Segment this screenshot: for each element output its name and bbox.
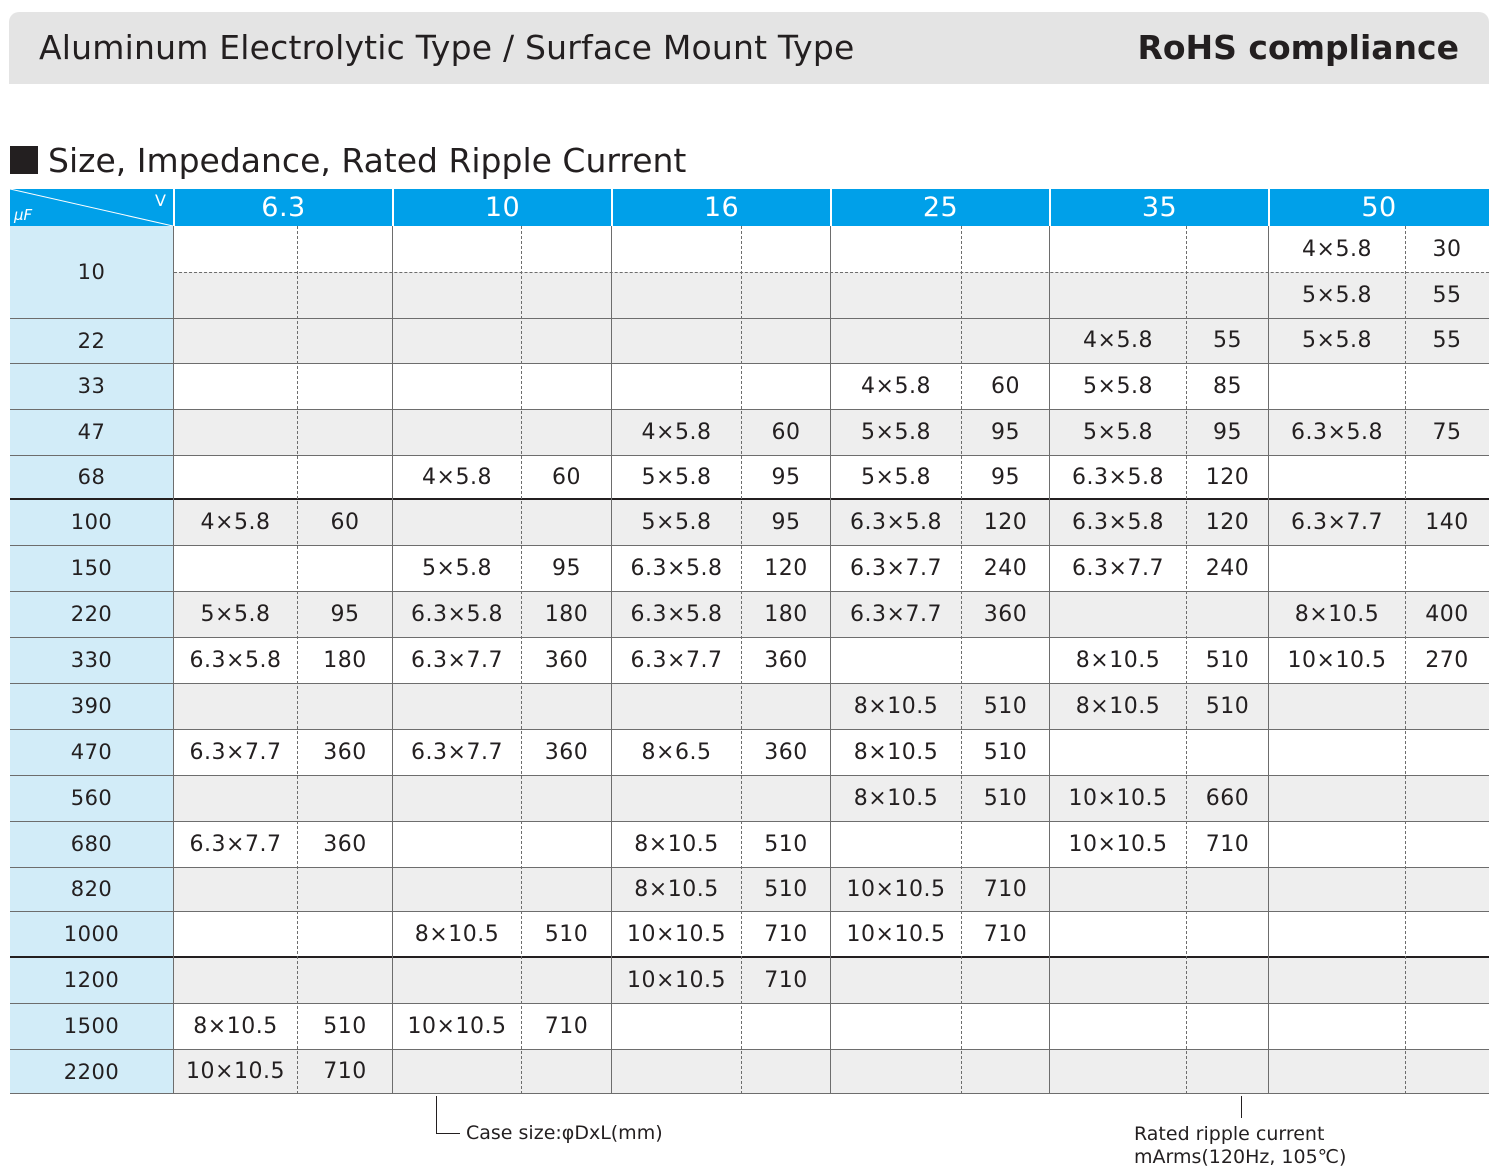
ripple-leader-vertical bbox=[1241, 1096, 1242, 1118]
case-size-cell bbox=[174, 957, 297, 1003]
ripple-current-cell: 710 bbox=[983, 921, 1028, 947]
case-size-cell: 8×10.5 bbox=[1075, 693, 1161, 719]
capacitance-column-divider bbox=[173, 226, 174, 1094]
column-dashed-divider bbox=[297, 226, 298, 1094]
case-size-cell: 6.3×5.8 bbox=[1072, 509, 1164, 535]
case-size-cell bbox=[393, 318, 521, 363]
case-size-cell bbox=[174, 911, 297, 957]
ripple-current-cell bbox=[961, 272, 1050, 318]
case-size-cell: 5×5.8 bbox=[1083, 419, 1153, 445]
ripple-current-cell: 510 bbox=[1205, 647, 1250, 673]
ripple-current-cell bbox=[521, 821, 612, 867]
ripple-current-cell: 240 bbox=[983, 555, 1028, 581]
ripple-note-line1: Rated ripple current bbox=[1134, 1123, 1325, 1145]
ripple-current-cell: 95 bbox=[991, 464, 1020, 490]
capacitance-value: 1200 bbox=[63, 968, 120, 992]
ripple-current-cell bbox=[521, 318, 612, 363]
rohs-label: RoHS compliance bbox=[1137, 28, 1459, 67]
ripple-current-cell: 95 bbox=[1213, 419, 1242, 445]
case-size-cell bbox=[1050, 729, 1186, 775]
case-size-cell: 6.3×5.8 bbox=[850, 509, 942, 535]
ripple-current-cell bbox=[741, 363, 831, 409]
ripple-current-cell bbox=[297, 957, 393, 1003]
case-size-cell: 8×10.5 bbox=[1075, 647, 1161, 673]
header-separator bbox=[830, 189, 832, 226]
voltage-header-4: 35 bbox=[1141, 192, 1178, 223]
case-size-cell bbox=[393, 775, 521, 821]
case-size-cell bbox=[1269, 957, 1405, 1003]
case-size-cell bbox=[612, 1049, 741, 1094]
column-divider bbox=[611, 226, 612, 1094]
case-size-cell bbox=[612, 226, 741, 272]
ripple-current-cell: 120 bbox=[1205, 464, 1250, 490]
case-size-leader-horizontal bbox=[436, 1133, 460, 1134]
case-size-cell bbox=[1269, 683, 1405, 729]
ripple-current-cell bbox=[1405, 775, 1489, 821]
case-size-cell bbox=[1269, 363, 1405, 409]
case-size-cell bbox=[831, 957, 961, 1003]
ripple-current-cell bbox=[961, 637, 1050, 683]
case-size-cell bbox=[1269, 545, 1405, 591]
case-size-cell: 4×5.8 bbox=[422, 464, 492, 490]
ripple-current-cell: 360 bbox=[323, 739, 367, 765]
column-dashed-divider bbox=[961, 226, 962, 1094]
case-size-cell bbox=[393, 821, 521, 867]
ripple-current-cell: 710 bbox=[1205, 831, 1250, 857]
case-size-cell bbox=[393, 272, 521, 318]
ripple-current-cell: 95 bbox=[991, 419, 1020, 445]
case-size-cell: 6.3×5.8 bbox=[411, 601, 503, 627]
case-size-cell: 8×10.5 bbox=[634, 876, 719, 902]
case-size-cell bbox=[1269, 455, 1405, 499]
ripple-current-cell: 55 bbox=[1432, 282, 1462, 308]
case-size-cell bbox=[1050, 1049, 1186, 1094]
ripple-current-cell bbox=[741, 683, 831, 729]
case-size-cell: 6.3×7.7 bbox=[630, 647, 723, 673]
capacitance-value: 470 bbox=[70, 740, 113, 764]
ripple-current-cell: 95 bbox=[771, 464, 801, 490]
ripple-current-cell: 510 bbox=[323, 1013, 367, 1039]
ripple-current-cell: 510 bbox=[544, 921, 589, 947]
capacitance-value: 22 bbox=[77, 328, 106, 353]
ripple-current-cell bbox=[1186, 867, 1269, 911]
case-size-cell: 10×10.5 bbox=[627, 967, 726, 993]
column-dashed-divider bbox=[521, 226, 522, 1094]
case-size-cell: 8×6.5 bbox=[641, 739, 712, 765]
ripple-current-cell: 360 bbox=[544, 647, 589, 673]
ripple-current-cell: 710 bbox=[983, 876, 1028, 902]
ripple-current-cell: 180 bbox=[764, 601, 808, 627]
ripple-current-cell bbox=[297, 363, 393, 409]
case-size-cell bbox=[174, 867, 297, 911]
case-size-cell: 6.3×7.7 bbox=[189, 739, 282, 765]
ripple-current-cell: 360 bbox=[764, 739, 808, 765]
ripple-current-cell: 710 bbox=[544, 1013, 589, 1039]
case-size-cell bbox=[1050, 1003, 1186, 1049]
case-size-cell bbox=[1050, 911, 1186, 957]
case-size-cell bbox=[174, 409, 297, 455]
case-size-cell bbox=[612, 683, 741, 729]
ripple-current-cell: 710 bbox=[323, 1059, 367, 1084]
case-size-cell bbox=[174, 775, 297, 821]
case-size-cell: 6.3×7.7 bbox=[850, 555, 942, 581]
header-separator bbox=[611, 189, 613, 226]
ripple-current-cell bbox=[1405, 1049, 1489, 1094]
case-size-cell: 4×5.8 bbox=[1302, 236, 1372, 262]
ripple-current-cell: 510 bbox=[764, 831, 808, 857]
case-size-cell: 4×5.8 bbox=[1083, 328, 1153, 353]
ripple-current-cell: 180 bbox=[544, 601, 589, 627]
capacitance-value: 100 bbox=[70, 510, 113, 534]
ripple-current-cell bbox=[297, 226, 393, 272]
ripple-current-cell bbox=[521, 272, 612, 318]
ripple-current-cell: 510 bbox=[764, 876, 808, 902]
capacitance-value: 47 bbox=[77, 420, 106, 444]
ripple-current-cell bbox=[297, 455, 393, 499]
ripple-current-cell bbox=[1186, 729, 1269, 775]
ripple-current-cell: 60 bbox=[552, 464, 581, 490]
ripple-current-cell: 120 bbox=[983, 509, 1028, 535]
case-size-cell: 6.3×5.8 bbox=[1072, 464, 1164, 490]
ripple-current-cell bbox=[297, 318, 393, 363]
capacitance-value: 33 bbox=[77, 374, 106, 398]
ripple-current-cell bbox=[1405, 455, 1489, 499]
ripple-current-cell: 710 bbox=[764, 921, 808, 947]
ripple-current-cell: 95 bbox=[330, 601, 360, 627]
case-size-cell bbox=[1050, 957, 1186, 1003]
ripple-current-cell: 240 bbox=[1205, 555, 1250, 581]
ripple-current-cell bbox=[741, 1049, 831, 1094]
ripple-current-cell bbox=[961, 1003, 1050, 1049]
case-size-cell bbox=[1269, 775, 1405, 821]
ripple-current-cell: 400 bbox=[1425, 601, 1469, 627]
ripple-current-cell bbox=[1186, 1049, 1269, 1094]
column-dashed-divider bbox=[741, 226, 742, 1094]
case-size-cell bbox=[1050, 867, 1186, 911]
ripple-current-cell: 95 bbox=[552, 555, 581, 581]
column-divider bbox=[392, 226, 393, 1094]
ripple-current-cell bbox=[297, 683, 393, 729]
capacitance-value: 1000 bbox=[63, 922, 120, 946]
capacitance-value: 1500 bbox=[63, 1014, 120, 1038]
case-size-cell: 6.3×7.7 bbox=[850, 601, 942, 627]
ripple-current-cell: 60 bbox=[330, 509, 360, 535]
ripple-current-cell: 180 bbox=[323, 647, 367, 673]
ripple-current-cell bbox=[521, 499, 612, 545]
case-size-cell bbox=[831, 637, 961, 683]
column-dashed-divider bbox=[1405, 226, 1406, 1094]
case-size-cell: 6.3×7.7 bbox=[1072, 555, 1164, 581]
ripple-current-cell bbox=[961, 821, 1050, 867]
case-size-cell bbox=[1050, 591, 1186, 637]
case-size-cell bbox=[1269, 1003, 1405, 1049]
case-size-cell: 4×5.8 bbox=[200, 509, 271, 535]
case-size-cell: 10×10.5 bbox=[846, 876, 946, 902]
capacitance-value: 390 bbox=[70, 694, 113, 718]
ripple-current-cell: 710 bbox=[764, 967, 808, 993]
header-separator bbox=[392, 189, 394, 226]
case-size-cell: 4×5.8 bbox=[641, 419, 712, 445]
ripple-current-cell: 510 bbox=[983, 693, 1028, 719]
case-size-cell: 5×5.8 bbox=[200, 601, 271, 627]
case-size-cell: 10×10.5 bbox=[1068, 831, 1168, 857]
case-size-cell: 6.3×7.7 bbox=[1291, 509, 1383, 535]
case-size-cell bbox=[393, 957, 521, 1003]
ripple-current-cell bbox=[741, 318, 831, 363]
case-size-cell bbox=[831, 1049, 961, 1094]
case-size-cell bbox=[1269, 867, 1405, 911]
ripple-current-cell bbox=[1405, 363, 1489, 409]
case-size-cell: 8×10.5 bbox=[414, 921, 500, 947]
ripple-current-cell bbox=[521, 1049, 612, 1094]
case-size-note: Case size:φDxL(mm) bbox=[466, 1122, 663, 1144]
ripple-current-cell bbox=[521, 683, 612, 729]
case-size-cell bbox=[174, 545, 297, 591]
case-size-cell: 8×10.5 bbox=[1294, 601, 1380, 627]
ripple-current-cell: 360 bbox=[983, 601, 1028, 627]
capacitance-value: 820 bbox=[70, 877, 113, 901]
case-size-cell bbox=[831, 1003, 961, 1049]
ripple-current-cell bbox=[297, 867, 393, 911]
column-divider bbox=[1049, 226, 1050, 1094]
row-dashed-divider bbox=[174, 272, 1489, 273]
ripple-current-cell: 360 bbox=[323, 831, 367, 857]
case-size-cell bbox=[393, 363, 521, 409]
case-size-cell: 10×10.5 bbox=[627, 921, 726, 947]
ripple-current-cell: 510 bbox=[983, 739, 1028, 765]
ripple-current-cell bbox=[1405, 957, 1489, 1003]
case-size-cell bbox=[174, 318, 297, 363]
corner-v-label: V bbox=[155, 191, 166, 210]
voltage-header-0: 6.3 bbox=[261, 192, 306, 223]
ripple-current-cell bbox=[297, 272, 393, 318]
case-size-cell: 8×10.5 bbox=[853, 785, 939, 811]
case-size-cell: 5×5.8 bbox=[1083, 373, 1153, 399]
ripple-current-cell: 270 bbox=[1425, 647, 1469, 673]
section-title-text: Size, Impedance, Rated Ripple Current bbox=[48, 140, 687, 180]
case-size-cell bbox=[831, 272, 961, 318]
case-size-cell bbox=[393, 499, 521, 545]
case-size-cell: 5×5.8 bbox=[422, 555, 492, 581]
ripple-current-cell bbox=[741, 775, 831, 821]
ripple-current-cell: 510 bbox=[983, 785, 1028, 811]
column-divider bbox=[830, 226, 831, 1094]
case-size-cell bbox=[174, 683, 297, 729]
case-size-cell: 8×10.5 bbox=[853, 693, 939, 719]
case-size-cell bbox=[612, 363, 741, 409]
capacitance-value: 10 bbox=[77, 260, 106, 284]
ripple-current-cell bbox=[521, 409, 612, 455]
case-size-cell: 6.3×5.8 bbox=[630, 555, 723, 581]
capacitance-value: 2200 bbox=[63, 1059, 120, 1084]
case-size-cell: 8×10.5 bbox=[193, 1013, 278, 1039]
case-size-cell: 6.3×7.7 bbox=[411, 647, 503, 673]
corner-cell bbox=[10, 189, 173, 226]
case-size-cell bbox=[1269, 821, 1405, 867]
ripple-current-cell bbox=[741, 1003, 831, 1049]
case-size-cell bbox=[174, 226, 297, 272]
ripple-current-cell: 120 bbox=[1205, 509, 1250, 535]
ripple-current-cell: 120 bbox=[764, 555, 808, 581]
case-size-cell: 5×5.8 bbox=[1302, 282, 1372, 308]
case-size-cell bbox=[1050, 272, 1186, 318]
case-size-cell: 5×5.8 bbox=[861, 419, 931, 445]
case-size-cell: 10×10.5 bbox=[1068, 785, 1168, 811]
ripple-current-cell: 140 bbox=[1425, 509, 1469, 535]
ripple-current-cell bbox=[1405, 683, 1489, 729]
ripple-current-cell bbox=[1186, 591, 1269, 637]
ripple-current-cell bbox=[1405, 545, 1489, 591]
case-size-cell: 5×5.8 bbox=[641, 464, 712, 490]
case-size-cell bbox=[612, 318, 741, 363]
case-size-cell bbox=[1269, 1049, 1405, 1094]
ripple-current-cell bbox=[1405, 911, 1489, 957]
case-size-cell bbox=[1269, 911, 1405, 957]
case-size-cell: 6.3×5.8 bbox=[630, 601, 723, 627]
capacitance-value: 220 bbox=[70, 602, 113, 626]
ripple-current-cell bbox=[961, 957, 1050, 1003]
ripple-current-cell bbox=[297, 775, 393, 821]
ripple-current-cell: 55 bbox=[1432, 328, 1462, 353]
capacitance-value: 330 bbox=[70, 648, 113, 672]
case-size-cell bbox=[393, 1049, 521, 1094]
case-size-cell bbox=[393, 226, 521, 272]
case-size-cell bbox=[393, 409, 521, 455]
case-size-cell bbox=[174, 455, 297, 499]
ripple-current-cell bbox=[741, 272, 831, 318]
ripple-current-cell: 360 bbox=[544, 739, 589, 765]
header-separator bbox=[173, 189, 175, 226]
ripple-current-cell bbox=[1186, 911, 1269, 957]
ripple-current-cell bbox=[297, 545, 393, 591]
capacitance-value: 560 bbox=[70, 786, 113, 810]
page-title: Aluminum Electrolytic Type / Surface Mount Type bbox=[39, 28, 855, 67]
case-size-cell: 10×10.5 bbox=[1287, 647, 1387, 673]
voltage-header-2: 16 bbox=[703, 192, 740, 223]
column-divider bbox=[1268, 226, 1269, 1094]
case-size-cell bbox=[612, 1003, 741, 1049]
ripple-note-line2: mArms(120Hz, 105℃) bbox=[1134, 1146, 1347, 1168]
corner-uf-label: μF bbox=[14, 206, 33, 224]
case-size-cell bbox=[1050, 226, 1186, 272]
ripple-current-cell bbox=[1405, 1003, 1489, 1049]
ripple-current-cell: 75 bbox=[1432, 419, 1462, 445]
case-size-cell: 6.3×7.7 bbox=[189, 831, 282, 857]
ripple-current-cell: 60 bbox=[771, 419, 801, 445]
ripple-current-cell bbox=[521, 775, 612, 821]
voltage-header-5: 50 bbox=[1361, 192, 1397, 223]
voltage-header-3: 25 bbox=[922, 192, 959, 223]
column-dashed-divider bbox=[1186, 226, 1187, 1094]
case-size-cell bbox=[831, 226, 961, 272]
case-size-cell: 5×5.8 bbox=[1302, 328, 1372, 353]
ripple-current-cell bbox=[521, 957, 612, 1003]
case-size-cell bbox=[393, 867, 521, 911]
case-size-cell: 8×10.5 bbox=[634, 831, 719, 857]
case-size-cell: 5×5.8 bbox=[861, 464, 931, 490]
ripple-current-cell bbox=[1186, 1003, 1269, 1049]
ripple-current-cell bbox=[961, 318, 1050, 363]
ripple-current-cell bbox=[1405, 821, 1489, 867]
case-size-cell: 6.3×5.8 bbox=[1291, 419, 1383, 445]
ripple-current-cell: 85 bbox=[1213, 373, 1242, 399]
case-size-cell bbox=[612, 272, 741, 318]
case-size-cell: 6.3×7.7 bbox=[411, 739, 503, 765]
case-size-cell: 8×10.5 bbox=[853, 739, 939, 765]
ripple-current-cell bbox=[521, 867, 612, 911]
ripple-current-cell bbox=[1186, 226, 1269, 272]
ripple-current-cell: 360 bbox=[764, 647, 808, 673]
ripple-current-cell: 30 bbox=[1432, 236, 1462, 262]
ripple-current-cell bbox=[297, 409, 393, 455]
case-size-leader-vertical bbox=[436, 1096, 437, 1134]
case-size-cell bbox=[612, 775, 741, 821]
ripple-current-cell: 660 bbox=[1205, 785, 1250, 811]
ripple-current-cell bbox=[297, 911, 393, 957]
ripple-current-cell bbox=[1405, 729, 1489, 775]
ripple-current-cell bbox=[1405, 867, 1489, 911]
case-size-cell: 6.3×5.8 bbox=[189, 647, 282, 673]
ripple-current-cell bbox=[961, 226, 1050, 272]
case-size-cell: 10×10.5 bbox=[407, 1013, 507, 1039]
case-size-cell bbox=[1269, 729, 1405, 775]
case-size-cell bbox=[831, 821, 961, 867]
ripple-current-cell bbox=[1186, 957, 1269, 1003]
ripple-current-cell bbox=[741, 226, 831, 272]
ripple-current-cell: 55 bbox=[1213, 328, 1242, 353]
case-size-cell bbox=[831, 318, 961, 363]
ripple-current-cell bbox=[961, 1049, 1050, 1094]
capacitance-value: 150 bbox=[70, 556, 113, 580]
voltage-header-1: 10 bbox=[484, 192, 521, 223]
case-size-cell: 5×5.8 bbox=[641, 509, 712, 535]
header-separator bbox=[1268, 189, 1270, 226]
ripple-current-cell bbox=[521, 226, 612, 272]
case-size-cell bbox=[393, 683, 521, 729]
ripple-current-cell: 60 bbox=[991, 373, 1020, 399]
ripple-current-cell bbox=[1186, 272, 1269, 318]
capacitance-value: 680 bbox=[70, 832, 113, 856]
case-size-cell: 10×10.5 bbox=[186, 1059, 285, 1084]
case-size-cell bbox=[174, 363, 297, 409]
case-size-cell: 4×5.8 bbox=[861, 373, 931, 399]
header-separator bbox=[1049, 189, 1051, 226]
capacitance-value: 68 bbox=[77, 465, 106, 489]
ripple-current-cell: 510 bbox=[1205, 693, 1250, 719]
case-size-cell bbox=[174, 272, 297, 318]
ripple-current-cell bbox=[521, 363, 612, 409]
ripple-current-cell: 95 bbox=[771, 509, 801, 535]
case-size-cell: 10×10.5 bbox=[846, 921, 946, 947]
